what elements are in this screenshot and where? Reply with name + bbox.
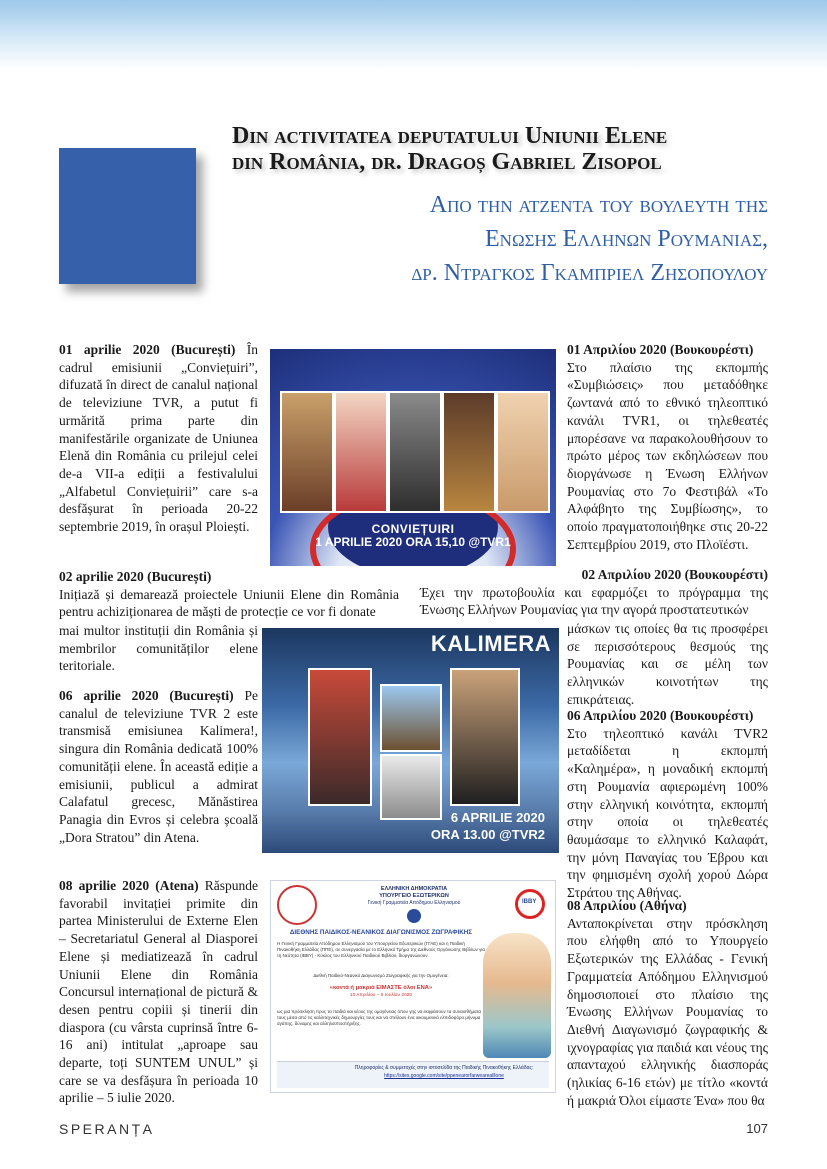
photo-tile-4 xyxy=(450,668,520,806)
greek-crest-icon xyxy=(407,909,421,923)
gr-paragraph-4 xyxy=(567,897,768,1109)
ro-paragraph-4 xyxy=(59,877,258,1107)
blue-decorative-square xyxy=(59,148,196,284)
img3-footer-box xyxy=(277,1061,549,1088)
img3-header-3: Γενική Γραμματεία Απόδημου Ελληνισμού xyxy=(367,900,461,906)
ro-paragraph-3 xyxy=(59,687,258,846)
img3-contest-title: ΔΙΕΘΝΗΣ ΠΑΙΔΙΚΟΣ-ΝΕΑΝΙΚΟΣ ΔΙΑΓΩΝΙΣΜΟΣ ΖΩΓΡΑΦΙΚΗΣ xyxy=(289,929,473,936)
img3-body-3: «κοντά ή μακριά ΕΙΜΑΣΤΕ όλοι ΕΝΑ» xyxy=(329,985,433,991)
img3-body-5: ως μια πρόσκληση προς τα παιδιά και νέους της ομογένειας όπου γης να εκφράσουν τα συναισθήματα τους μέσα από τις καλλιτεχνικές δημιουργίες τους και να στείλουν ένα οικουμενικό ελπιδοφόρο μήνυμα αγάπης, δύναμης και αλληλοϋποστήριξης. xyxy=(277,1009,481,1026)
img2-caption-date: 6 APRILIE 2020 xyxy=(450,810,545,825)
child-illustration xyxy=(483,933,551,1058)
page-number: 107 xyxy=(746,1121,768,1136)
img1-caption-date: 1 APRILIE 2020 ORA 15,10 @TVR1 xyxy=(315,535,511,549)
gr-paragraph-1 xyxy=(567,341,768,553)
title-ro-line-1: Din activitatea deputatului Uniunii Elene xyxy=(232,123,668,149)
top-gradient-band xyxy=(0,0,827,70)
img1-caption-title: CONVIEȚUIRI xyxy=(371,522,455,536)
gr-paragraph-2-wide xyxy=(420,566,768,619)
photo-tile-2 xyxy=(380,684,442,752)
gr-paragraph-3 xyxy=(567,707,768,902)
img3-header-1: ΕΛΛΗΝΙΚΗ ΔΗΜΟΚΡΑΤΙΑ xyxy=(380,886,448,892)
img3-body-4: 10 Απριλίου – 5 Ιουλίου 2020 xyxy=(349,993,413,998)
img3-footer-1: Πληροφορίες & συμμετοχές στην ιστοσελίδα της Παιδικής Πινακοθήκης Ελλάδας: xyxy=(354,1065,534,1071)
img3-header-2: ΥΠΟΥΡΓΕΙΟ ΕΞΩΤΕΡΙΚΩΝ xyxy=(379,893,449,899)
img3-body-1: Η Γενική Γραμματεία Απόδημου Ελληνισμού του Υπουργείου Εξωτερικών (ΓΓΑΕ) και η Παιδική Πινακοθήκη Ελλάδας (ΠΠΕ), σε συνεργασία με το Ελληνικό Τμήμα της Διεθνούς Οργάνωσης Βιβλίων για τη Νεότητα (IBBY) - Κύκλος του Ελληνικού Παιδικού Βιβλίου, διοργανώνουν xyxy=(277,941,486,958)
photo-tile-3 xyxy=(380,754,442,820)
gr-p4-date: 08 Απριλίου (Αθήνα) xyxy=(567,898,687,913)
photo-panel-3 xyxy=(388,391,442,513)
title-gr-line-3: δρ. Ντραγκος Γκαμπριελ Ζησοπουλου xyxy=(411,260,768,286)
img2-caption-time: ORA 13.00 @TVR2 xyxy=(430,827,545,842)
ro-paragraph-2-wide xyxy=(59,568,399,621)
gr-p4-text: Ανταποκρίνεται στην πρόσκληση που ελήφθη από το Υπουργείο Εξωτερικών της Ελλάδας - Γενική Γραμματεία Απόδημου Ελληνισμού δημοσιοποιεί στο πλαίσιο της Ένωσης Ελλήνων Ρουμανίας το Διεθνή Διαγωνισμό ζωγραφικής & ιχνογραφίας για παιδιά και νέους της απανταχού ελληνικής διασποράς (ηλικίας 6-16 ετών) με τίτλο «κοντά ή μακριά Όλοι είμαστε Ένα» που θα xyxy=(567,915,768,1108)
ro-p3-date: 06 aprilie 2020 (București) xyxy=(59,688,234,703)
photo-panel-1 xyxy=(280,391,334,513)
ibby-logo-icon: IBBY xyxy=(515,889,545,919)
photo-panel-2 xyxy=(334,391,388,513)
drawing-contest-poster-image xyxy=(270,880,556,1093)
ro-paragraph-2-narrow: mai multor instituții din România și membrilor comunităților elene teritoriale. xyxy=(59,623,258,674)
gr-paragraph-2-narrow: μάσκων τις οποίες θα τις προσφέρει σε περισσότερους θεσμούς της Ρουμανίας και σε μέλη των ελληνικών κοινοτήτων της επικράτειας. xyxy=(567,621,768,707)
convietuiri-poster-image xyxy=(270,349,556,566)
ro-p2-date: 02 aprilie 2020 (București) xyxy=(59,569,212,584)
ro-p3-text: Pe canalul de televiziune TVR 2 este transmisă emisiunea Kalimera!, singura din România dedicată 100% comunității elene. În această ediție a emisiunii, publicul a admirat Calafatul grecesc, Mănăstirea Panagia din Evros și celebra școală „Dora Stratou” din Atena. xyxy=(59,688,258,845)
kalimera-poster-image xyxy=(262,628,559,853)
gr-p3-text: Στο τηλεοπτικό κανάλι TVR2 μεταδίδεται η εκπομπή «Καλημέρα», η μοναδική εκπομπή στη Ρουμανία αφιερωμένη 100% στην ελληνική κοινότητα, εκπομπή στην οποία οι τηλεθεατές θαυμάσαμε το ελληνικό Καλαφάτ, την μόνη Παναγίας του Έβρου και την φημισμένη σχολή χορού Δώρα Στράτου της Αθήνας. xyxy=(567,725,768,901)
photo-panel-5 xyxy=(496,391,550,513)
title-gr-line-2: Ενωσης Ελληνων Ρουμανιας, xyxy=(485,226,768,252)
ro-p1-text: În cadrul emisiunii „Conviețuiri”, difuzată în direct de canalul național de televiziune TVR, a putut fi urmărită prima parte din manifestările organizate de Uniunea Elenă din România cu prilejul celei de-a VII-a ediții a festivalului „Alfabetul Conviețuirii” care s-a desfășurat în perioada 20-22 septembrie 2019, în orașul Ploiești. xyxy=(59,342,258,535)
footer-publication-name: SPERANȚA xyxy=(59,1121,155,1137)
img2-title: KALIMERA xyxy=(430,631,551,656)
gr-p2-date: 02 Απριλίου 2020 (Βουκουρέστι) xyxy=(581,567,768,582)
ro-p4-text: Răspunde favorabil invitației primite din partea Ministerului de Externe Elen – Secretariatul General al Diasporei Elene și mediatizează în cadrul Uniunii Elene din România Concursul internațional de pictură & desen pentru copiii și tinerii din diaspora (cu vârsta cuprinsă între 6-16 ani) intitulat „aproape sau departe, toți SUNTEM UNUL” și care se va desfășura în perioada 10 aprilie – 5 iulie 2020. xyxy=(59,878,258,1106)
img3-footer-link: https://sites.google.com/site/ppenearorfarwearealllone xyxy=(384,1073,504,1079)
ro-p2-text-wide: Inițiază și demarează proiectele Uniunii Elene din România pentru achiziționarea de măști de protecție ce vor fi donate xyxy=(59,586,399,620)
gr-p1-date: 01 Απριλίου 2020 (Βουκουρέστι) xyxy=(567,342,754,357)
ro-paragraph-1 xyxy=(59,341,258,536)
photo-tile-1 xyxy=(308,668,372,806)
img3-body-2: Διεθνή Παιδικό-Νεανικό Διαγωνισμό Ζωγραφικής για την Ομογένεια: xyxy=(313,973,449,978)
contest-logo-icon xyxy=(277,885,317,925)
photo-panel-4 xyxy=(442,391,496,513)
gr-p1-text: Στο πλαίσιο της εκπομπής «Συμβιώσεις» που μεταδόθηκε ζωντανά από το εθνικό τηλεοπτικό κανάλι TVR1, οι τηλεθεατές μπορέσανε να παρακολουθήσουν το πρώτο μέρος των εκδηλώσεων που διοργάνωσε η Ένωση Ελλήνων Ρουμανίας στο 7ο Φεστιβάλ «Το Αλφάβητο της Συμβίωσης», το οποίο πραγματοποιήθηκε στις 20-22 Σεπτεμβρίου 2019, στο Πλοϊέστι. xyxy=(567,359,768,552)
gr-p3-date: 06 Απριλίου 2020 (Βουκουρέστι) xyxy=(567,708,754,723)
title-ro-line-2: din România, dr. Dragoș Gabriel Zisopol xyxy=(232,149,662,175)
ro-p4-date: 08 aprilie 2020 (Atena) xyxy=(59,878,199,893)
ro-p1-date: 01 aprilie 2020 (București) xyxy=(59,342,236,357)
title-gr-line-1: Απο την ατζεντα του βουλευτη της xyxy=(429,192,768,218)
gr-p2-text-wide: Έχει την πρωτοβουλία και εφαρμόζει το πρόγραμμα της Ένωσης Ελλήνων Ρουμανίας για την αγορά προστατευτικών xyxy=(420,584,768,618)
